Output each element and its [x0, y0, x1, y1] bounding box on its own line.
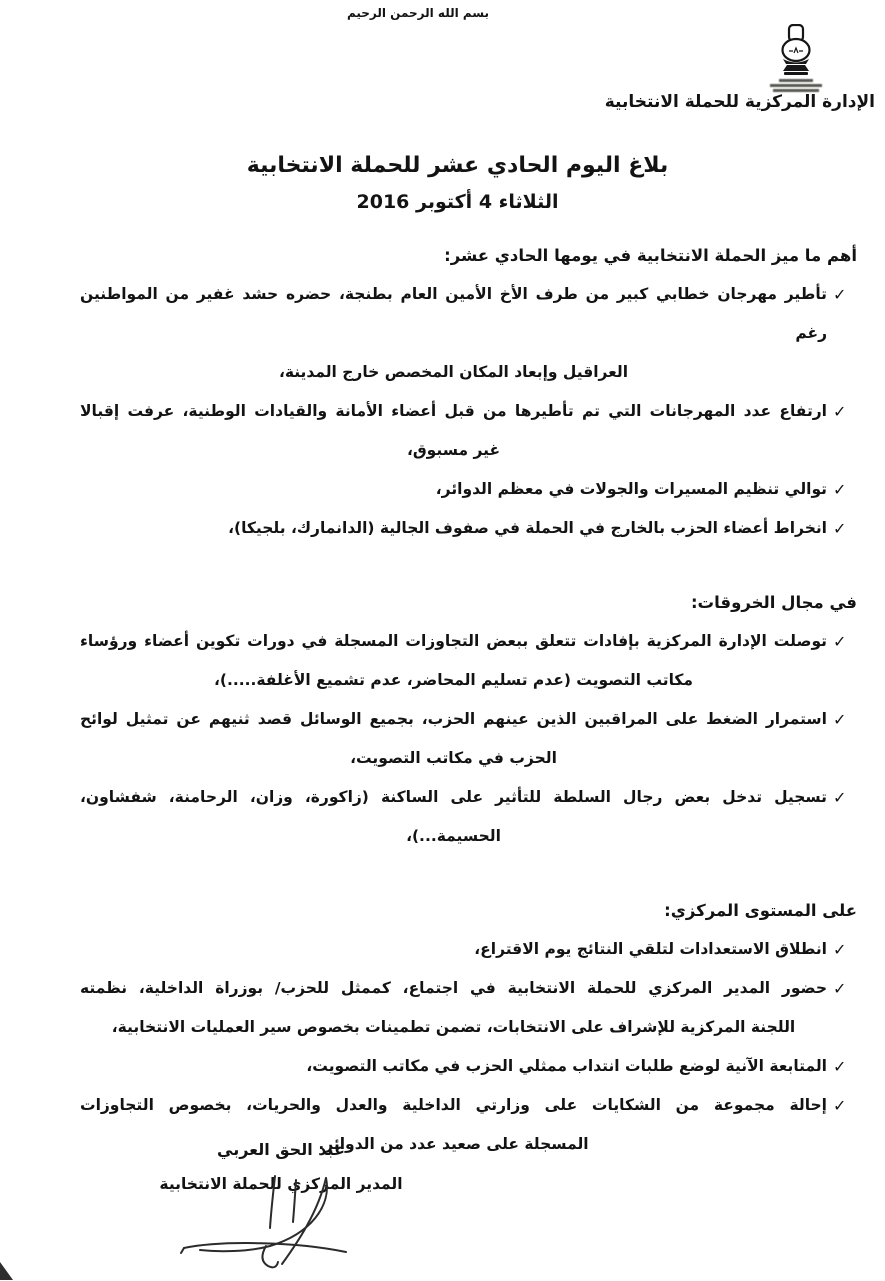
bullet-line: تسجيل تدخل بعض رجال السلطة للتأثير على الساكنة (زاكورة، وزان، الرحامنة، شفشاون، [80, 788, 827, 806]
party-logo [758, 24, 834, 94]
doc-title-block [30, 146, 885, 218]
bullet-line: الحسيمة...)، [406, 827, 501, 845]
bullet-item [80, 392, 857, 470]
section-heading: في مجال الخروقات: [690, 593, 857, 612]
bullet-line: حضور المدير المركزي للحملة الانتخابية في اجتماع، كممثل للحزب/ بوزراة الداخلية، نظمته [80, 979, 827, 997]
checkmark-icon: ✓ [833, 285, 847, 304]
checkmark-icon: ✓ [833, 979, 847, 998]
bullet-line: المتابعة الآنية لوضع طلبات انتداب ممثلي الحزب في مكاتب التصويت، [306, 1057, 827, 1075]
bullet-item [80, 275, 857, 392]
org-title: الإدارة المركزية للحملة الانتخابية [604, 92, 875, 112]
bismillah-text: بسم الله الرحمن الرحيم [346, 6, 490, 20]
bullet-line: إحالة مجموعة من الشكايات على وزارتي الداخلية والعدل والحريات، بخصوص التجاوزات [80, 1096, 827, 1114]
bullet-item [80, 969, 857, 1047]
bullet-line: توصلت الإدارة المركزية بإفادات تتعلق ببعض التجاوزات المسجلة في دورات تكوين أعضاء ورؤساء [80, 632, 827, 650]
bullet-line: تأطير مهرجان خطابي كبير من طرف الأخ الأمين العام بطنجة، حضره حشد غفير من المواطنين رغم [80, 285, 827, 342]
checkmark-icon: ✓ [833, 480, 847, 499]
logo-caption-illegible [758, 79, 834, 92]
handwritten-signature [178, 1172, 353, 1281]
section-heading: على المستوى المركزي: [664, 901, 857, 920]
bullet-item [80, 700, 857, 778]
checkmark-icon: ✓ [833, 402, 847, 421]
checkmark-icon: ✓ [833, 788, 847, 807]
bullet-line: غير مسبوق، [406, 441, 501, 459]
signature-role: المدير المركزي للحملة الانتخابية [159, 1175, 403, 1193]
bullet-line: ارتفاع عدد المهرجانات التي تم تأطيرها من قبل أعضاء الأمانة والقيادات الوطنية، عرفت إقبالا [80, 402, 827, 420]
checkmark-icon: ✓ [833, 1057, 847, 1076]
checkmark-icon: ✓ [833, 519, 847, 538]
section [80, 584, 857, 856]
bullet-item [80, 1047, 857, 1086]
checkmark-icon: ✓ [833, 940, 847, 959]
bullet-item [80, 470, 857, 509]
section [80, 892, 857, 1164]
scan-artifact-corner [0, 1262, 13, 1280]
bullet-line: انخراط أعضاء الحزب بالخارج في الحملة في صفوف الجالية (الدانمارك، بلجيكا)، [228, 519, 827, 537]
bullet-line: استمرار الضغط على المراقبين الذين عينهم الحزب، بجميع الوسائل قصد ثنيهم عن تمثيل لوائح [80, 710, 827, 728]
bullet-line: العراقيل وإبعاد المكان المخصص خارج المدينة، [278, 363, 629, 381]
section [80, 237, 857, 548]
oil-lamp-logo-icon [758, 24, 834, 76]
checkmark-icon: ✓ [833, 1096, 847, 1115]
doc-title: بلاغ اليوم الحادي عشر للحملة الانتخابية [246, 153, 669, 178]
checkmark-icon: ✓ [833, 710, 847, 729]
bullet-line: مكاتب التصويت (عدم تسليم المحاضر، عدم تشميع الأغلفة.....)، [213, 671, 694, 689]
checkmark-icon: ✓ [833, 632, 847, 651]
bullet-item [80, 930, 857, 969]
bullet-line: الحزب في مكاتب التصويت، [350, 749, 557, 767]
signature-name: عبد الحق العربي [217, 1140, 345, 1159]
bullet-item [80, 509, 857, 548]
bullet-line: اللجنة المركزية للإشراف على الانتخابات، تضمن تطمينات بخصوص سير العمليات الانتخابية، [111, 1018, 796, 1036]
sections [80, 237, 857, 1164]
bullet-line: المسجلة على صعيد عدد من الدوائر. [318, 1135, 589, 1153]
bullet-item [80, 778, 857, 856]
bullet-item [80, 622, 857, 700]
section-heading: أهم ما ميز الحملة الانتخابية في يومها الحادي عشر: [444, 246, 857, 265]
bullet-line: انطلاق الاستعدادات لتلقي النتائج يوم الاقتراع، [474, 940, 827, 958]
bullet-line: توالي تنظيم المسيرات والجولات في معظم الدوائر، [435, 480, 827, 498]
doc-date: الثلاثاء 4 أكتوبر 2016 [356, 191, 559, 213]
